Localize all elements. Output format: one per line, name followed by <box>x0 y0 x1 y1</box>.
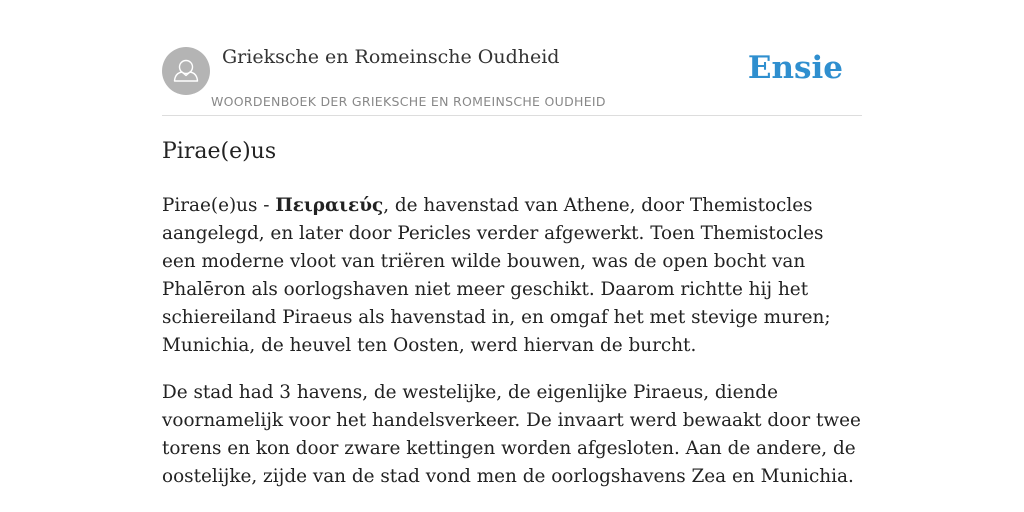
entry-term: Pirae(e)us - <box>162 195 276 216</box>
header <box>162 0 862 116</box>
entry-paragraph-1 <box>162 192 862 360</box>
entry-paragraph-2: De stad had 3 havens, de westelijke, de eigenlijke Piraeus, diende voornamelijk voor het handelsverkeer. De invaart werd bewaakt door twee torens en kon door zware kettingen worden afgesloten. Aan de andere, de oostelijke, zijde van de stad vond men de oorlogshavens Zea en Munichia. <box>162 382 861 487</box>
greek-term: Πειραιεύς <box>275 195 384 216</box>
page <box>162 0 862 487</box>
ensie-logo[interactable]: Ensie <box>747 50 843 86</box>
entry-title: Pirae(e)us <box>162 139 277 164</box>
user-avatar-icon[interactable] <box>162 47 210 95</box>
entry-paragraph-1-text: , de havenstad van Athene, door Themistocles aangelegd, en later door Pericles verder afgewerkt. Toen Themistocles een moderne vloot van triëren wilde bouwen, was de open bocht van Phalēron als oorlogshaven niet meer geschikt. Daarom richtte hij het schiereiland Piraeus als havenstad in, en omgaf het met stevige muren; Munichia, de heuvel ten Oosten, werd hiervan de burcht. <box>162 195 831 356</box>
source-subtitle: WOORDENBOEK DER GRIEKSCHE EN ROMEINSCHE OUDHEID <box>211 94 606 109</box>
source-title[interactable]: Grieksche en Romeinsche Oudheid <box>222 46 560 68</box>
